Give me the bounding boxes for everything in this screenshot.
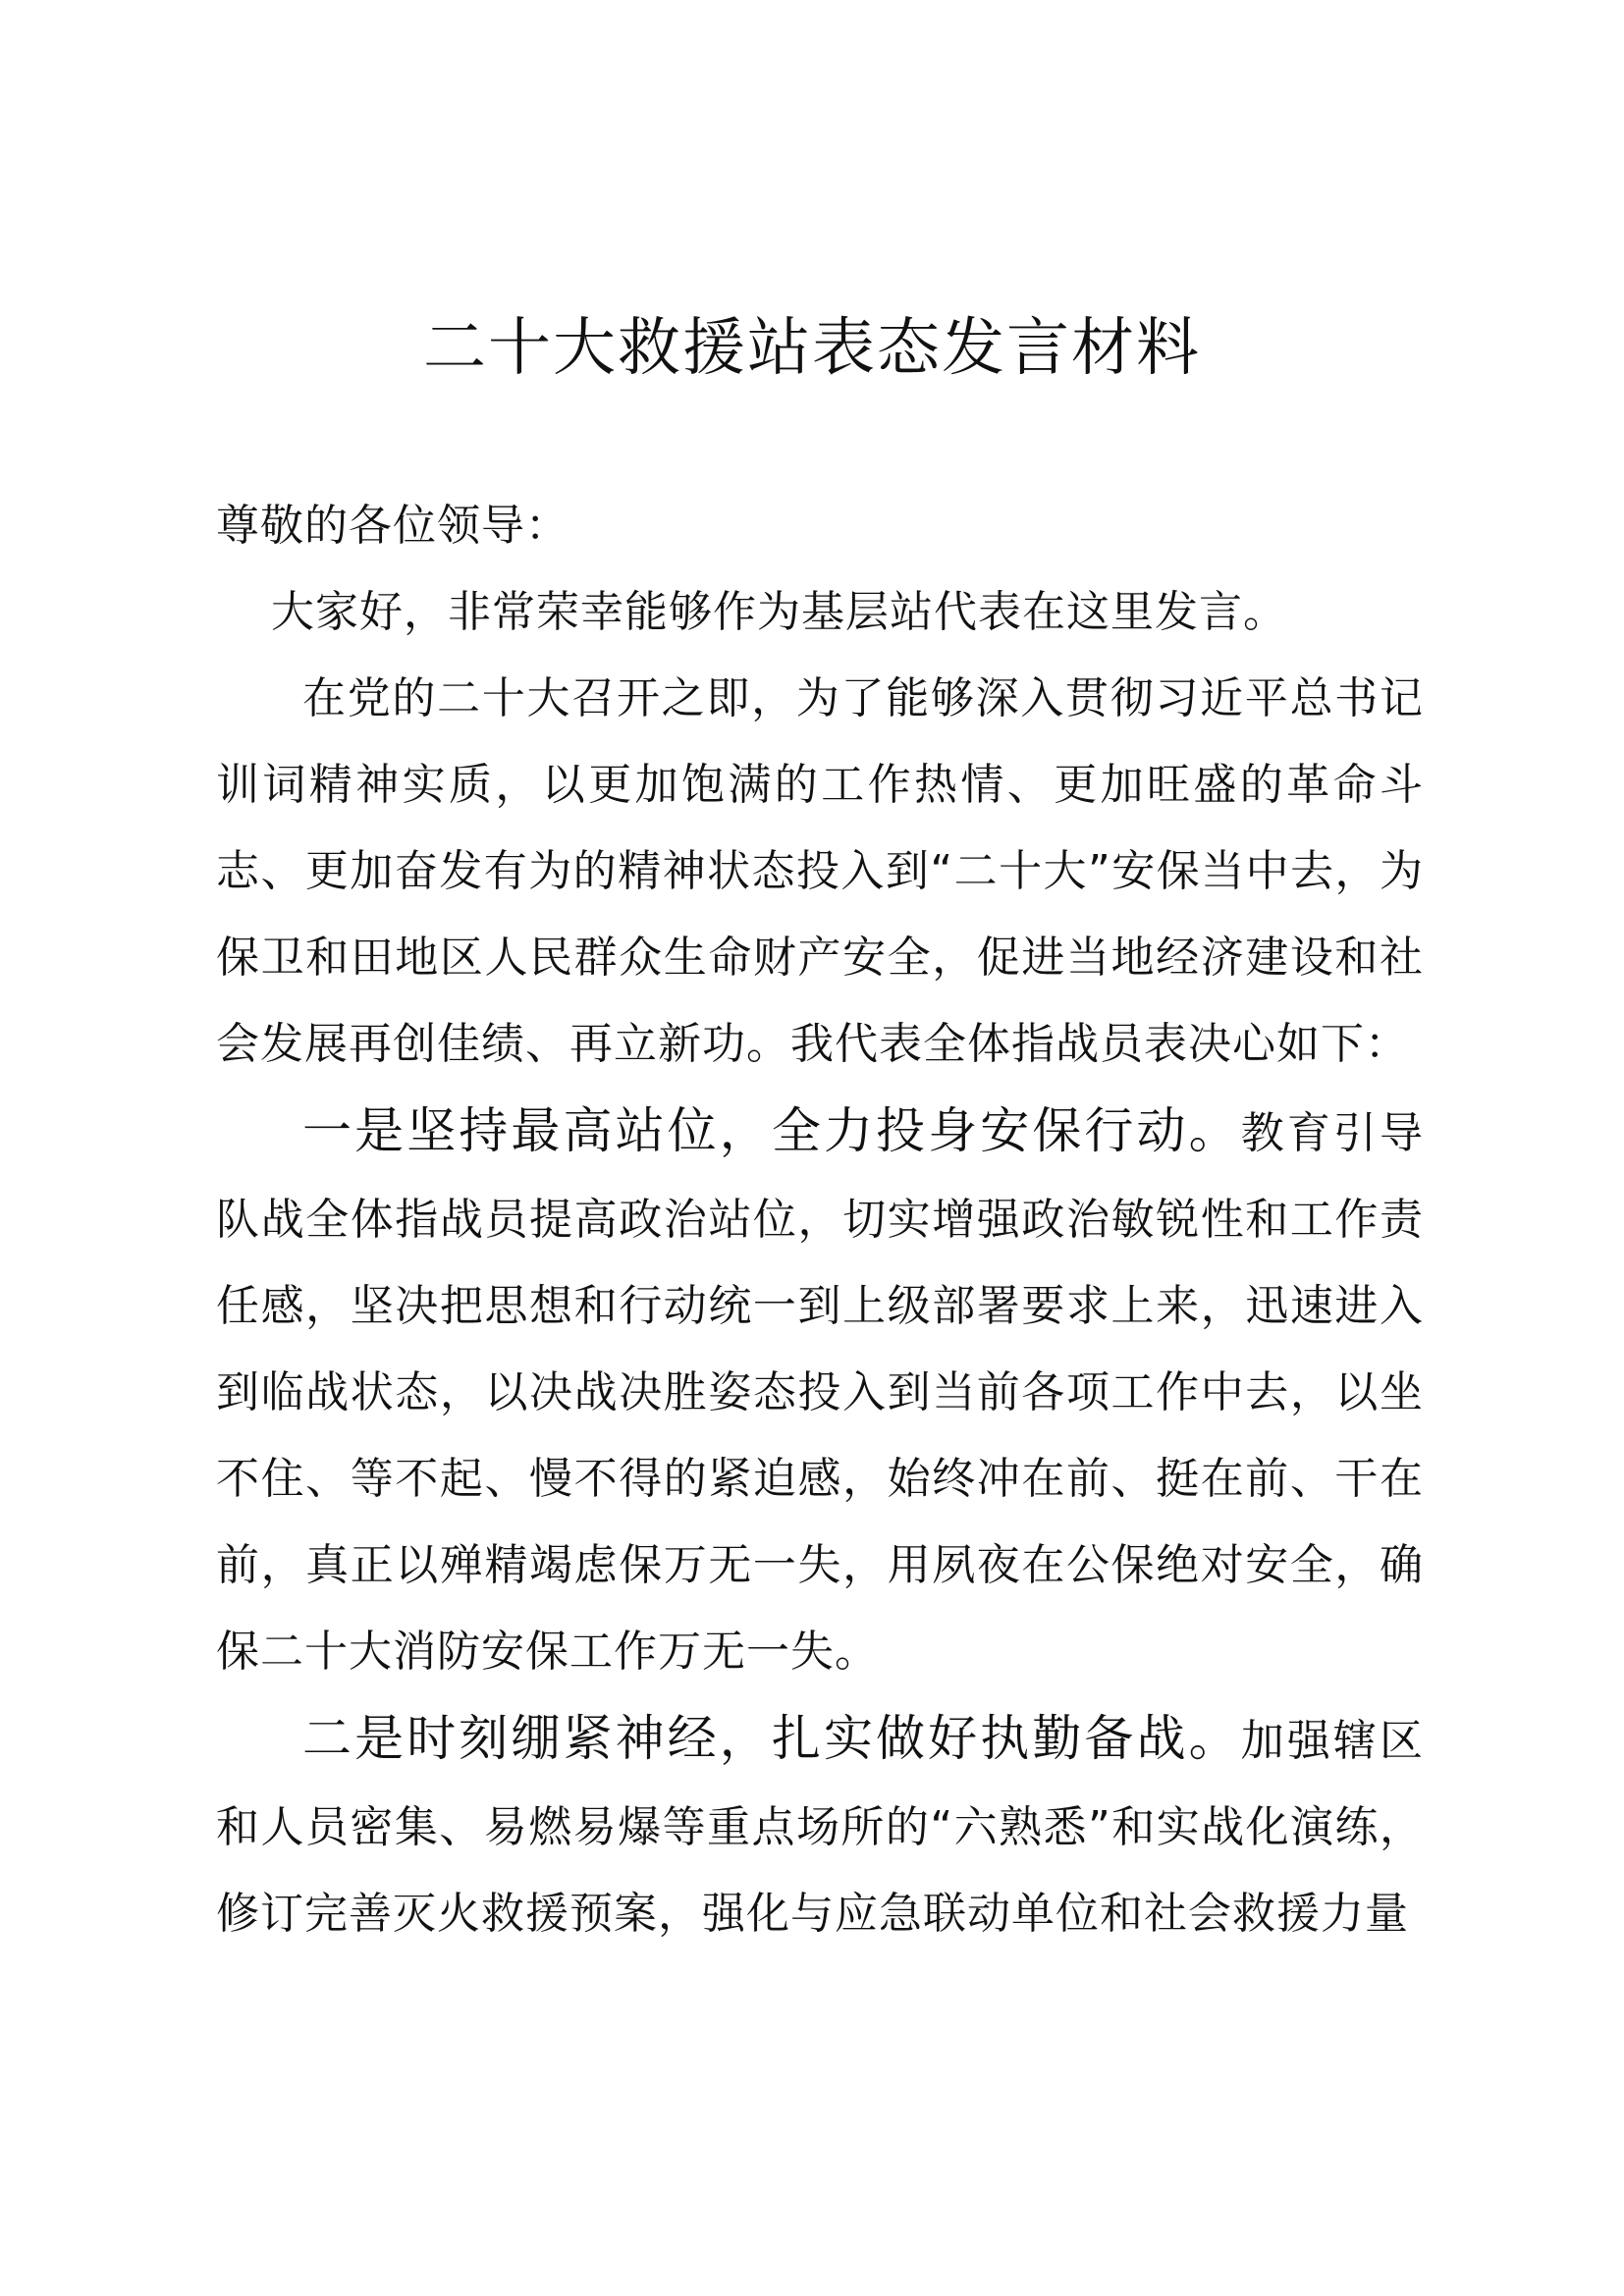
point-text-2: 加强辖区和人员密集、易燃易爆等重点场所的“六熟悉”和实战化演练，修订完善灭火救援预案，强化与应急联动单位和社会救援力量	[216, 1716, 1425, 1939]
intro-paragraph: 在党的二十大召开之即，为了能够深入贯彻习近平总书记训词精神实质，以更加饱满的工作热情、更加旺盛的革命斗志、更加奋发有为的精神状态投入到“二十大”安保当中去，为保卫和田地区人民群众生命财产安全，促进当地经济建设和社会发展再创佳绩、再立新功。我代表全体指战员表决心如下：	[216, 673, 1424, 1069]
salutation: 尊敬的各位领导：	[216, 501, 569, 551]
point-lead-2: 二是时刻绷紧神经，扎实做好执勤备战。	[302, 1710, 1241, 1767]
point-text-1: 教育引导队战全体指战员提高政治站位，切实增强政治敏锐性和工作责任感，坚决把思想和行动统一到上级部署要求上来，迅速进入到临战状态，以决战决胜姿态投入到当前各项工作中去，以坐不住、等不起、慢不得的紧迫感，始终冲在前、挺在前、干在前，真正以殚精竭虑保万无一失，用夙夜在公保绝对安全，确保二十大消防安保工作万无一失。	[216, 1108, 1425, 1677]
document-title: 二十大救援站表态发言材料	[423, 312, 1201, 385]
point-lead-1: 一是坚持最高站位，全力投身安保行动。	[302, 1102, 1241, 1159]
point-paragraph-1	[216, 1088, 1424, 1695]
document-body	[216, 483, 1424, 1957]
opening-paragraph: 大家好，非常荣幸能够作为基层站代表在这里发言。	[271, 587, 1287, 637]
point-paragraph-2	[216, 1695, 1424, 1957]
